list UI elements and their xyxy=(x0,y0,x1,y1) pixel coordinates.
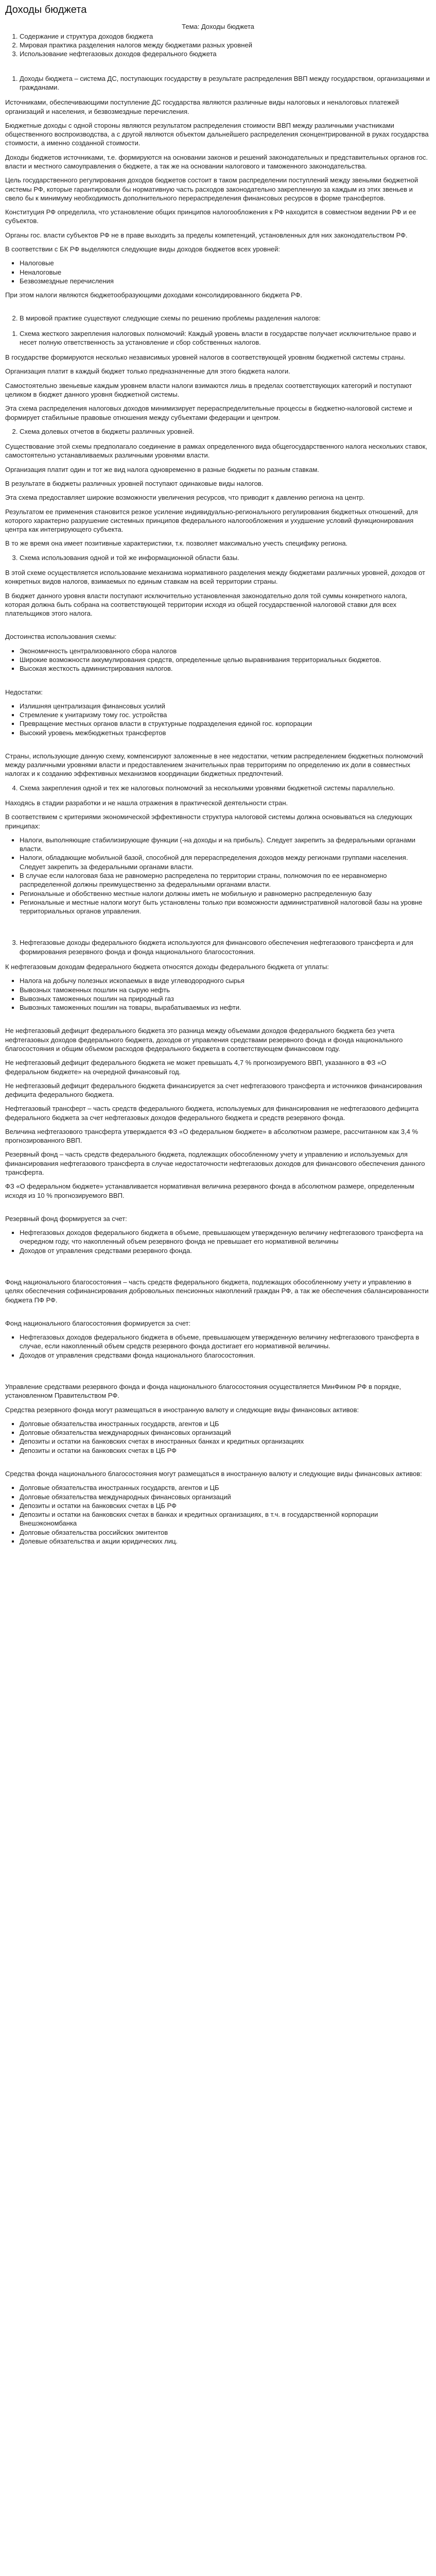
list-item: ▪ Доходов от управления средствами резервного фонда. xyxy=(20,1246,431,1255)
paragraph: В этой схеме осуществляется использование механизма нормативного разделения между бюджетами различных уровней, доходов от конкретных видов налогов, взимаемых по единым ставкам на всей территории страны. xyxy=(5,568,426,586)
list-item: ▪ Высокая жесткость администрирования налогов. xyxy=(20,664,431,673)
paragraph: ФЗ «О федеральном бюджете» устанавливается нормативная величина резервного фонда в абсолютном размере, определенным исходя из 10 % прогнозируемого ВВП. xyxy=(5,1182,414,1199)
list-item: 2. Мировая практика разделения налогов между бюджетами разных уровней xyxy=(20,41,431,49)
section-1-note: При этом налоги являются бюджетообразующими доходами консолидированного бюджета РФ. xyxy=(5,291,303,299)
scheme-1 xyxy=(5,329,431,347)
list-item: 4. Схема закрепления одной и тех же налоговых полномочий за несколькими уровнями бюджетной системы параллельно. xyxy=(20,784,431,792)
paragraph: В соответствием с критериями экономической эффективности структура налоговой системы должна основываться на следующих принципах: xyxy=(5,813,412,830)
topic-line: Тема: Доходы бюджета xyxy=(182,22,254,30)
section-3-paragraphs-2 xyxy=(5,1026,431,1200)
section-2-paragraphs-4 xyxy=(5,752,431,778)
section-2-heading: 2. В мировой практике существуют следующие схемы по решению проблемы разделения налогов: xyxy=(5,314,431,323)
paragraph: Результатом ее применения становится резкое усиление индивидуально-регионального регулирования бюджетных отношений, для которого характерно разрушение системных принципов федерального налогообложения и ухудшение условий функционирования центра как интегрирующего субъекта. xyxy=(5,507,418,534)
reserve-fund-sources xyxy=(5,1228,431,1255)
paragraph: Организация платит один и тот же вид налога одновременно в разные бюджеты по разным ставкам. xyxy=(5,465,319,473)
list-item: ▪ Нефтегазовых доходов федерального бюджета в объеме, превышающем утвержденную величину нефтегазового трансферта на очередном году, что накопленный объем резервного фонда не превышает его нормативной величины xyxy=(20,1228,431,1246)
paragraph: Эта схема распределения налоговых доходов минимизирует перераспределительные процессы в бюджетно-налоговой системе и формирует стабильные правовые отношения между субъектами федерации и центром. xyxy=(5,404,412,421)
list-item: ▪ Вывозных таможенных пошлин на природный газ xyxy=(20,994,431,1003)
paragraph: Нефтегазовый трансферт – часть средств федерального бюджета, используемых для финансирования не нефтегазового дефицита федерального бюджета за счет нефтегазовых доходов федерального бюджета и средств резервного фонда. xyxy=(5,1105,419,1122)
principles-list xyxy=(5,836,431,916)
list-item: 3. Использование нефтегазовых доходов федерального бюджета xyxy=(20,49,431,58)
section-1-heading: 1. Доходы бюджета – система ДС, поступающих государству в результате распределения ВВП между государством, организациями и гражданами. xyxy=(5,74,431,92)
list-item: ▪ Региональные и обобственно местные налоги должны иметь не мобильную и равномерно распределенную базу xyxy=(20,889,431,898)
list-item: 1. Схема жесткого закрепления налоговых полномочий: Каждый уровень власти в государстве получает исключительное право и несет полную ответственность за установление и сбор собственных налогов. xyxy=(20,329,431,347)
scheme-3 xyxy=(5,553,431,562)
paragraph: В бюджет данного уровня власти поступают исключительно установленная законодательно доля той суммы конкретного налога, которая должна быть собрана на соответствующей территории исходя из общей государственной налоговой ставки для всех плательщиков этого налога. xyxy=(5,591,407,618)
section-2-paragraphs-3 xyxy=(5,568,431,618)
nwf-title: Фонд национального благосостояния формируется за счет: xyxy=(5,1319,191,1327)
paragraph: Страны, использующие данную схему, компенсируют заложенные в нее недостатки, четким распределением бюджетных полномочий между различными уровнями власти и предоставлением значительных прав территориям по определению их доли в совместных налогах и к созданию эффективных механизмов координации бюджетных предпочтений. xyxy=(5,752,423,778)
list-item: ▪ Долевые обязательства и акции юридических лиц. xyxy=(20,1537,431,1546)
merits-title: Достоинства использования схемы: xyxy=(5,633,117,641)
list-item: ▪ Депозиты и остатки на банковских счетах в ЦБ РФ xyxy=(20,1501,431,1510)
income-types-list xyxy=(5,259,431,285)
paragraph: Величина нефтегазового трансферта утверждается ФЗ «О федеральном бюджете» в абсолютном размере, рассчитанном как 3,4 % прогнозированного ВВП. xyxy=(5,1127,418,1145)
list-item: ▪ В случае если налоговая база не равномерно распределена по территории страны, полномочия по ее неравномерно распределенной должны преимущественно за федеральными органами власти. xyxy=(20,871,431,889)
section-2-paragraphs xyxy=(5,353,431,422)
section-3-paragraphs xyxy=(5,962,431,971)
scheme-4 xyxy=(5,784,431,792)
paragraph: В результате в бюджеты различных уровней поступают одинаковые виды налогов. xyxy=(5,480,264,487)
list-item: ▪ Доходов от управления средствами фонда национального благосостояния. xyxy=(20,1351,431,1360)
list-item: ▪ Вывозных таможенных пошлин на товары, вырабатываемых из нефти. xyxy=(20,1003,431,1012)
list-item: ▪ Широкие возможности аккумулирования средств, определенные целью выравнивания территориальных бюджетов. xyxy=(20,655,431,664)
paragraph: Организация платит в каждый бюджет только предназначенные для этого бюджета налоги. xyxy=(5,367,290,376)
paragraph: Находясь в стадии разработки и не нашла отражения в практической деятельности стран. xyxy=(5,799,288,807)
section-3-paragraphs-5 xyxy=(5,1469,431,1478)
section-3-heading: 3. Нефтегазовые доходы федерального бюджета используются для финансового обеспечения нефтегазового трансферта и для формирования резервного фонда и фонда национального благосостояния. xyxy=(5,938,431,956)
list-item: ▪ Долговые обязательства иностранных государств, агентов и ЦБ xyxy=(20,1419,431,1428)
paragraph: Не нефтегазовый дефицит федерального бюджета финансируется за счет нефтегазового трансферта и источников финансирования дефицита федерального бюджета. xyxy=(5,1081,423,1099)
list-item: ▪ Депозиты и остатки на банковских счетах в иностранных банках и кредитных организациях xyxy=(20,1437,431,1446)
section-3-paragraphs-3 xyxy=(5,1278,431,1304)
list-item: ▪ Безвозмездные перечисления xyxy=(20,277,431,285)
list-item: ▪ Превращение местных органов власти в структурные подразделения единой гос. корпорации xyxy=(20,719,431,728)
section-3-paragraphs-4 xyxy=(5,1382,431,1414)
paragraph: Самостоятельно звеньевые каждым уровнем власти налоги взимаются лишь в пределах соответствующих категорий и поступают целиком в бюджет данного уровня бюджетной системы. xyxy=(5,381,412,399)
list-item: ▪ Региональные и местные налоги могут быть установлены только при возможности административной налоговой базы на уровне территориальных органов управления. xyxy=(20,898,431,916)
nwf-sources xyxy=(5,1333,431,1360)
paragraph: В соответствии с БК РФ выделяются следующие виды доходов бюджетов всех уровней: xyxy=(5,245,280,253)
paragraph: В то же время она имеет позитивные характеристики, т.к. позволяет максимально учесть специфику региона. xyxy=(5,539,348,548)
paragraph: Доходы бюджетов источниками, т.е. формируются на основании законов и решений законодательных и представительных органов гос. власти и местного самоуправления о бюджете, а так же на основании налогового и таможенного законодательства. xyxy=(5,153,428,170)
scheme-2 xyxy=(5,427,431,436)
paragraph: Органы гос. власти субъектов РФ не в праве выходить за пределы компетенций, установленных для них законодательством РФ. xyxy=(5,231,408,239)
oil-sources-list xyxy=(5,976,431,1012)
list-item: ▪ Налога на добычу полезных ископаемых в виде углеводородного сырья xyxy=(20,976,431,985)
reserve-fund-title: Резервный фонд формируется за счет: xyxy=(5,1214,127,1223)
page-title: Доходы бюджета xyxy=(5,4,87,15)
paragraph: Существование этой схемы предполагало соединение в рамках определенного вида общегосударственного налога нескольких ставок, самостоятельно устанавливаемых различными уровнями власти. xyxy=(5,443,427,460)
list-item: ▪ Долговые обязательства международных финансовых организаций xyxy=(20,1428,431,1437)
nwf-assets-list xyxy=(5,1483,431,1546)
list-item: ▪ Долговые обязательства иностранных государств, агентов и ЦБ xyxy=(20,1483,431,1492)
paragraph: К нефтегазовым доходам федерального бюджета относятся доходы федерального бюджета от уплаты: xyxy=(5,962,329,971)
paragraph: В государстве формируются несколько независимых уровней налогов в соответствующей уровням бюджетной системы страны. xyxy=(5,353,406,362)
paragraph: Средства фонда национального благосостояния могут размещаться в иностранную валюту и следующие виды финансовых активов: xyxy=(5,1469,422,1478)
list-item: ▪ Вывозных таможенных пошлин на сырую нефть xyxy=(20,986,431,994)
paragraph: Не нефтегазовый дефицит федерального бюджета это разница между объемами доходов федерального бюджета без учета нефтегазовых доходов федерального бюджета, доходов от управления средствами резервного фонда и фонда национального благосостояния и общим объемом расходов федерального бюджета в соответствующем финансовом году. xyxy=(5,1027,403,1053)
section-2-paragraphs-2 xyxy=(5,442,431,548)
paragraph: Цель государственного регулирования доходов бюджетов состоит в таком распределении поступлений между звеньями бюджетной системы РФ, которые гарантировали бы нормативную часть расходов законодательно закрепленную за каждым из этих звеньев и свело бы к минимуму необходимость дополнительного перераспределения финансовых ресурсов в форме трансфертов. xyxy=(5,176,418,202)
list-item: 3. Схема использования одной и той же информационной области базы. xyxy=(20,553,431,562)
list-item: ▪ Налоги, обладающие мобильной базой, способной для перераспределения доходов между регионами группами населения. Следует закрепить за федеральными органами власти. xyxy=(20,853,431,871)
list-item: ▪ Неналоговые xyxy=(20,268,431,277)
section-2-paragraphs-5 xyxy=(5,799,431,831)
paragraph: Бюджетные доходы с одной стороны являются результатом распределения стоимости ВВП между различными участниками общественного воспроизводства, а с другой являются объектом дальнейшего распределения сконцентрированной в руках государства стоимости, а именно созданной стоимости. xyxy=(5,121,429,147)
paragraph: Источниками, обеспечивающими поступление ДС государства являются различные виды налоговых и неналоговых платежей организаций и населения, и безвозмездные перечисления. xyxy=(5,98,399,115)
paragraph: Эта схема предоставляет широкие возможности увеличения ресурсов, что приводит к давлению региона на центр. xyxy=(5,494,365,502)
toc-list xyxy=(5,32,431,59)
list-item: ▪ Депозиты и остатки на банковских счетах в банках и кредитных организациях, в т.ч. в государственной корпорации Внешэкономбанка xyxy=(20,1510,431,1528)
paragraph: Фонд национального благосостояния – часть средств федерального бюджета, подлежащих обособленному учету и управлению в целях обеспечения софинансирования добровольных пенсионных накоплений граждан РФ, а так же обеспечения сбалансированности бюджета ПФ РФ. xyxy=(5,1278,429,1304)
list-item: ▪ Долговые обязательства российских эмитентов xyxy=(20,1528,431,1537)
flaws-list xyxy=(5,702,431,737)
flaws-title: Недостатки: xyxy=(5,688,43,696)
paragraph: Конституция РФ определила, что установление общих принципов налогообложения к РФ находится в совместном ведении РФ и ее субъектов. xyxy=(5,208,416,225)
list-item: ▪ Экономичность централизованного сбора налогов xyxy=(20,647,431,655)
paragraph: Средства резервного фонда могут размещаться в иностранную валюту и следующие виды финансовых активов: xyxy=(5,1405,359,1414)
list-item: ▪ Налоговые xyxy=(20,259,431,267)
section-1-paragraphs xyxy=(5,98,431,253)
reserve-assets-list xyxy=(5,1419,431,1455)
list-item: ▪ Депозиты и остатки на банковских счетах в ЦБ РФ xyxy=(20,1446,431,1455)
paragraph: Не нефтегазовый дефицит федерального бюджета не может превышать 4,7 % прогнозируемого ВВП, указанного в ФЗ «О федеральном бюджете» на очередной финансовый год. xyxy=(5,1059,387,1076)
list-item: ▪ Высокий уровень межбюджетных трансфертов xyxy=(20,728,431,737)
list-item: ▪ Налоги, выполняющие стабилизирующие функции (-на доходы и на прибыль). Следует закрепить за федеральными органами власти. xyxy=(20,836,431,854)
merits-list xyxy=(5,647,431,673)
paragraph: Резервный фонд – часть средств федерального бюджета, подлежащих обособленному учету и управлению и используемых для финансирования нефтегазового трансферта в случае недостаточности нефтегазовых доходов для финансового обеспечения данного трансферта. xyxy=(5,1150,425,1177)
list-item: ▪ Стремление к унитаризму тому гос. устройства xyxy=(20,710,431,719)
list-item: ▪ Долговые обязательства международных финансовых организаций xyxy=(20,1493,431,1501)
list-item: ▪ Излишняя централизация финансовых усилий xyxy=(20,702,431,710)
list-item: ▪ Нефтегазовых доходов федерального бюджета в объеме, превышающем утвержденную величину нефтегазового трансферта в случае, если накопленный объем средств резервного фонда достигает его нормативной величины. xyxy=(20,1333,431,1351)
list-item: 2. Схема долевых отчетов в бюджеты различных уровней. xyxy=(20,427,431,436)
paragraph: Управление средствами резервного фонда и фонда национального благосостояния осуществляется МинФином РФ в порядке, установленном Правительством РФ. xyxy=(5,1382,402,1400)
list-item: 1. Содержание и структура доходов бюджета xyxy=(20,32,431,41)
